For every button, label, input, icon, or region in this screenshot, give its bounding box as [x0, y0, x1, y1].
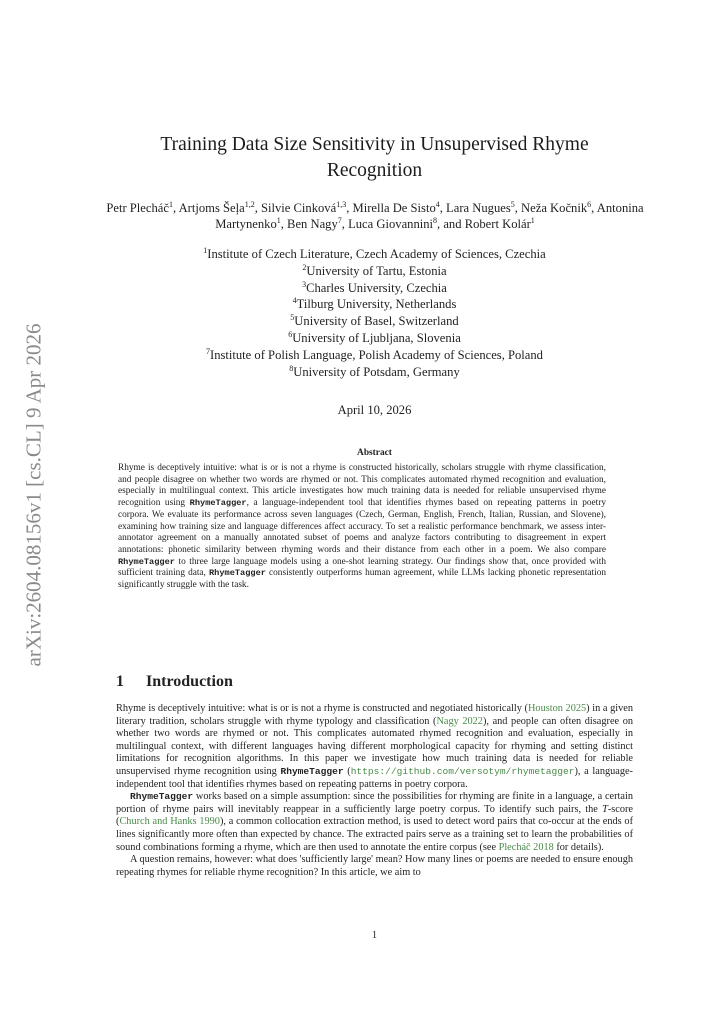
author-affiliation-marker: 1: [530, 215, 535, 225]
tool-name: RhymeTagger: [280, 765, 344, 777]
author-name: Lara Nugues$^5$: [446, 199, 515, 215]
author-name: Ben Nagy$^7$: [287, 215, 342, 231]
author-affiliation-marker: 1: [276, 215, 281, 225]
affiliation: $^7$Institute of Polish Language, Polish Academy of Sciences, Poland: [206, 346, 543, 362]
author-name: Robert Kolár$^1$: [464, 215, 535, 231]
abstract-text-3: to three large language models using a one-shot learning strategy. Our findings show that, once provided with sufficient training data,: [118, 556, 606, 579]
citation-link[interactable]: Nagy 2022: [436, 715, 483, 727]
affiliation-marker: 5: [290, 313, 295, 322]
affiliation-list: [116, 246, 633, 380]
page-number: 1: [371, 930, 378, 941]
author-name: Petr Plecháč$^1$: [106, 199, 173, 215]
text-span: (: [343, 765, 351, 777]
author-affiliation-marker: 7: [337, 215, 342, 225]
affiliation-marker: 1: [203, 245, 208, 255]
abstract-body: [118, 463, 606, 592]
section-number: 1: [116, 673, 124, 690]
abstract-text-4: consistently outperforms human agreement, while LLMs lacking phonetic representation significantly struggle with the task.: [118, 568, 606, 591]
text-span: Rhyme is deceptively intuitive: what is or is not a rhyme is constructed and negotiated historically (: [116, 703, 528, 714]
affiliation-marker: 7: [206, 346, 210, 356]
text-span: ), a language-independent tool that identifies rhymes based on repeating patterns in poetry corpora.: [116, 765, 633, 790]
section-heading: [116, 673, 233, 691]
tool-name: RhymeTagger: [130, 791, 194, 803]
author-name: Mirella De Sisto$^4$: [352, 199, 440, 215]
author-affiliation-marker: 5: [510, 199, 515, 209]
author-name: Artjoms Šeļa$^{1,2}$: [178, 199, 255, 215]
section-title: Introduction: [146, 673, 233, 690]
affiliation: $^6$University of Ljubljana, Slovenia: [288, 329, 461, 345]
author-affiliation-marker: 1: [168, 199, 173, 209]
affiliation-marker: 3: [302, 279, 307, 289]
author-name: Antonina Martynenko$^1$: [215, 201, 644, 231]
text-span: -score (: [116, 803, 633, 828]
arxiv-identifier: arXiv:2604.08156v1 [cs.CL] 9 Apr 2026: [21, 323, 46, 667]
author-affiliation-marker: 1,3: [336, 199, 347, 209]
section-body: [116, 703, 633, 879]
tool-name: RhymeTagger: [189, 498, 247, 509]
affiliation: $^3$Charles University, Czechia: [302, 279, 447, 295]
affiliation-marker: 8: [289, 363, 294, 373]
t-score-symbol: T: [602, 803, 608, 815]
paper-title: Training Data Size Sensitivity in Unsupervised Rhyme Recognition: [160, 134, 589, 181]
text-span: for details).: [553, 841, 604, 853]
author-name: Silvie Cinková$^{1,3}$: [260, 199, 347, 215]
text-span: works based on a simple assumption: since the possibilities for rhyming are finite in a language, a certain portion of rhyme pairs will inevitably reappear in a sufficiently large poetry corpus. To identify such pairs, the: [116, 791, 633, 815]
affiliation: $^2$University of Tartu, Estonia: [302, 262, 447, 278]
abstract-text-2: , a language-independent tool that identifies rhymes based on repeating patterns in poetry corpora. We evaluate its performance across seven languages (Czech, German, English, French, Italian, Russian, and Slovene), examining how training size and language differences affect accuracy. To set a realistic performance benchmark, we assess inter-annotator agreement on a manually annotated subset of poems and analyze factors contributing to disagreement in expert annotations: phonetic similarity between rhyming words and their distance from each other in a poem. We also compare: [118, 498, 607, 555]
author-affiliation-marker: 6: [587, 199, 592, 209]
tool-name: RhymeTagger: [208, 568, 266, 579]
author-affiliation-marker: 4: [435, 199, 440, 209]
arxiv-sidebar: [14, 300, 54, 690]
text-span: ) in a given literary tradition, scholars struggle with rhyme typology and classification (: [116, 703, 633, 727]
citation-link[interactable]: Church and Hanks 1990: [119, 816, 220, 828]
author-conjunction: and: [443, 217, 465, 231]
paragraph: [116, 854, 633, 879]
affiliation-marker: 4: [292, 296, 297, 306]
paragraph: [116, 791, 633, 854]
citation-link[interactable]: Houston 2025: [527, 703, 587, 714]
tool-name: RhymeTagger: [118, 556, 175, 567]
author-affiliation-marker: 8: [433, 215, 438, 225]
text-span: ), a common collocation extraction method, is used to detect word pairs that co-occur at the ends of lines significantly more often than expected by chance. The extracted pairs serve as a training set to learn the probabilities of sound combinations forming a rhyme, which are then used to annotate the entire corpus (see: [116, 816, 633, 853]
affiliation: $^1$Institute of Czech Literature, Czech Academy of Sciences, Czechia: [203, 245, 546, 261]
author-name: Neža Kočnik$^6$: [521, 199, 592, 215]
author-affiliation-marker: 1,2: [244, 199, 255, 209]
text-span: A question remains, however: what does 'sufficiently large' mean? How many lines or poems are needed to ensure enough repeating rhymes for reliable rhyme recognition? In this article, we aim to: [116, 854, 633, 878]
paragraph: [116, 703, 633, 791]
paper-date: April 10, 2026: [337, 403, 412, 417]
text-span: ), and people can often disagree on whether two words are rhymed or not. This complicates automated rhymed recognition and evaluation, especially in multilingual context, with different languages having different morphological capacity for rhyming and setting distinct limitations for recognition algorithms. In this paper we investigate how much training data is needed for reliable unsupervised rhyme recognition using: [116, 715, 633, 777]
repository-link[interactable]: https://github.com/versotym/rhymetagger: [350, 765, 575, 777]
affiliation: $^4$Tilburg University, Netherlands: [292, 296, 457, 312]
author-list: Petr Plecháč$^1$, Artjoms Šeļa$^{1,2}$, Silvie Cinková$^{1,3}$, Mirella De Sisto$^4$, Lara Nugues$^5$, Neža Kočnik$^6$, Antonina Martynenko$^1$, Ben Nagy$^7$, Luca Giovannini$^8$, and Robert Kolár$^1$: [106, 199, 644, 231]
citation-link[interactable]: Plecháč 2018: [498, 841, 554, 853]
affiliation: $^5$University of Basel, Switzerland: [290, 313, 459, 329]
affiliation: $^8$University of Potsdam, Germany: [289, 363, 460, 379]
abstract-heading: Abstract: [357, 448, 392, 458]
affiliation-marker: 6: [288, 329, 293, 339]
affiliation-marker: 2: [302, 262, 307, 272]
author-name: Luca Giovannini$^8$: [348, 215, 438, 231]
abstract-text-1: Rhyme is deceptively intuitive: what is or is not a rhyme is constructed historically, scholars struggle with rhyme classification, and people disagree on whether two words are rhymed or not. This complicates automated rhymed recognition and evaluation, especially in multilingual context. This article investigates how much training data is needed for reliable unsupervised rhyme recognition using: [118, 463, 606, 509]
